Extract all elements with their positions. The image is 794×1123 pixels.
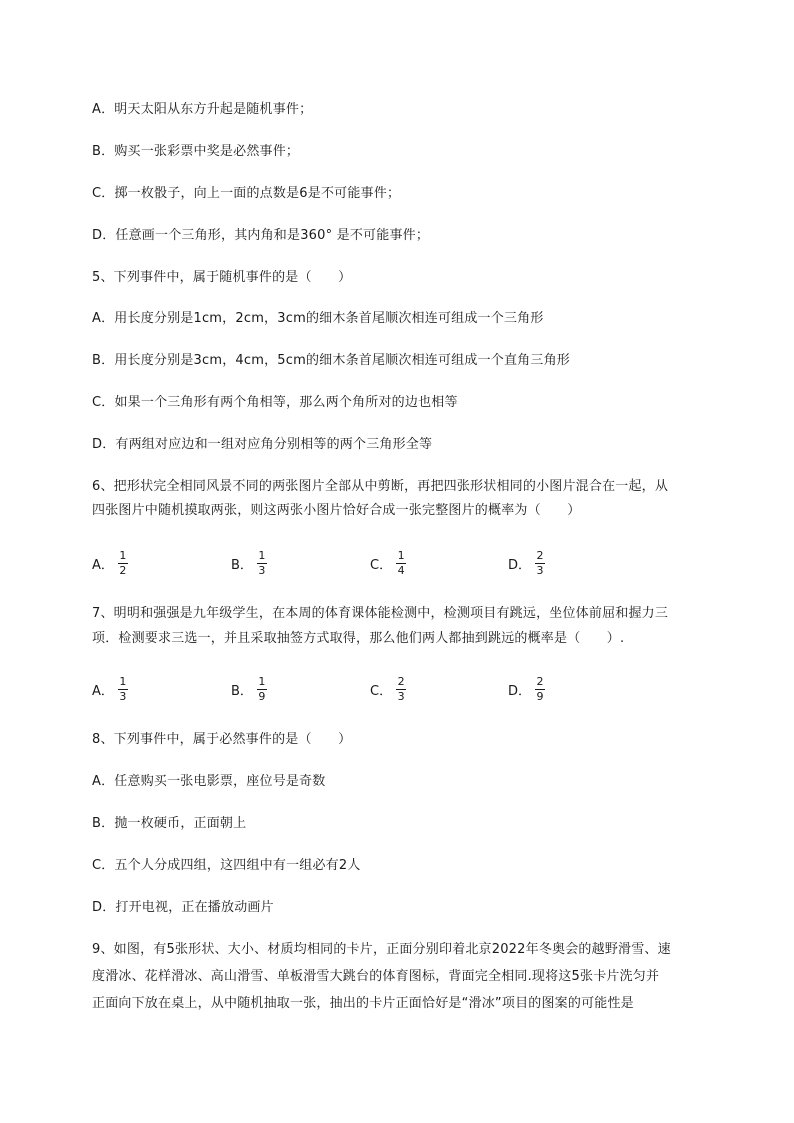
q7-option-a [92, 669, 128, 709]
q9-stem-line-1: 9、如图，有5张形状、大小、材质均相同的卡片，正面分别印着北京2022年冬奥会的越野滑雪、速 [92, 942, 671, 957]
option-label: C． [370, 557, 393, 573]
fraction [118, 676, 128, 703]
numerator: 1 [119, 674, 127, 688]
denominator: 2 [119, 563, 127, 577]
denominator: 3 [258, 563, 266, 577]
denominator: 9 [258, 689, 266, 703]
q4-option-c: C．掷一枚骰子，向上一面的点数是6是不可能事件； [92, 186, 401, 201]
q5-option-d: D．有两组对应边和一组对应角分别相等的两个三角形全等 [92, 437, 433, 452]
q7-option-d [508, 669, 545, 709]
q5-option-b: B．用长度分别是3cm，4cm，5cm的细木条首尾顺次相连可组成一个直角三角形 [92, 353, 570, 368]
denominator: 3 [536, 563, 544, 577]
q9-stem-line-3: 正面向下放在桌上，从中随机抽取一张，抽出的卡片正面恰好是“滑冰”项目的图案的可能性是 [92, 996, 634, 1011]
q9-stem-line-2: 度滑冰、花样滑冰、高山滑雪、单板滑雪大跳台的体育图标，背面完全相同.现将这5张卡片洗匀并 [92, 969, 660, 984]
fraction [118, 550, 128, 577]
option-label: A． [92, 683, 114, 699]
q8-stem: 8、下列事件中，属于必然事件的是（ ） [92, 732, 352, 747]
fraction [535, 550, 545, 577]
denominator: 3 [119, 689, 127, 703]
denominator: 9 [536, 689, 544, 703]
denominator: 4 [397, 563, 405, 577]
q7-option-c [370, 669, 406, 709]
option-label: B． [231, 683, 253, 699]
q6-option-a [92, 543, 128, 583]
q7-stem-line-1: 7、明明和强强是九年级学生，在本周的体育课体能检测中，检测项目有跳远，坐位体前屈和握力三 [92, 606, 669, 621]
option-label: D． [508, 557, 532, 573]
numerator: 1 [258, 674, 266, 688]
q6-option-d [508, 543, 545, 583]
fraction [257, 676, 267, 703]
numerator: 1 [258, 548, 266, 562]
option-label: D． [508, 683, 532, 699]
numerator: 1 [397, 548, 405, 562]
fraction [396, 676, 406, 703]
fraction [396, 550, 406, 577]
q6-stem-line-1: 6、把形状完全相同风景不同的两张图片全部从中剪断，再把四张形状相同的小图片混合在一起，从 [92, 479, 669, 494]
q5-stem: 5、下列事件中，属于随机事件的是（ ） [92, 270, 352, 285]
q5-option-a: A．用长度分别是1cm，2cm，3cm的细木条首尾顺次相连可组成一个三角形 [92, 311, 544, 326]
q4-option-b: B．购买一张彩票中奖是必然事件； [92, 144, 300, 159]
q7-stem-line-2: 项．检测要求三选一，并且采取抽签方式取得，那么他们两人都抽到跳远的概率是（ ）. [92, 631, 625, 646]
q8-option-b: B．抛一枚硬币，正面朝上 [92, 816, 247, 831]
fraction [257, 550, 267, 577]
q7-option-b [231, 669, 267, 709]
denominator: 3 [397, 689, 405, 703]
numerator: 1 [119, 548, 127, 562]
q6-option-b [231, 543, 267, 583]
option-label: A． [92, 557, 114, 573]
q6-stem-line-2: 四张图片中随机摸取两张，则这两张小图片恰好合成一张完整图片的概率为（ ） [92, 503, 581, 518]
q4-option-a: A．明天太阳从东方升起是随机事件； [92, 102, 313, 117]
q6-option-c [370, 543, 406, 583]
q4-option-d: D．任意画一个三角形，其内角和是360° 是不可能事件； [92, 228, 430, 243]
q8-option-a: A．任意购买一张电影票，座位号是奇数 [92, 774, 326, 789]
fraction [535, 676, 545, 703]
option-label: C． [370, 683, 393, 699]
q6-options [92, 543, 692, 583]
q7-options [92, 669, 692, 709]
numerator: 2 [397, 674, 405, 688]
numerator: 2 [536, 674, 544, 688]
q8-option-c: C．五个人分成四组，这四组中有一组必有2人 [92, 858, 361, 873]
numerator: 2 [536, 548, 544, 562]
option-label: B． [231, 557, 253, 573]
q5-option-c: C．如果一个三角形有两个角相等，那么两个角所对的边也相等 [92, 395, 458, 410]
q8-option-d: D．打开电视，正在播放动画片 [92, 900, 274, 915]
